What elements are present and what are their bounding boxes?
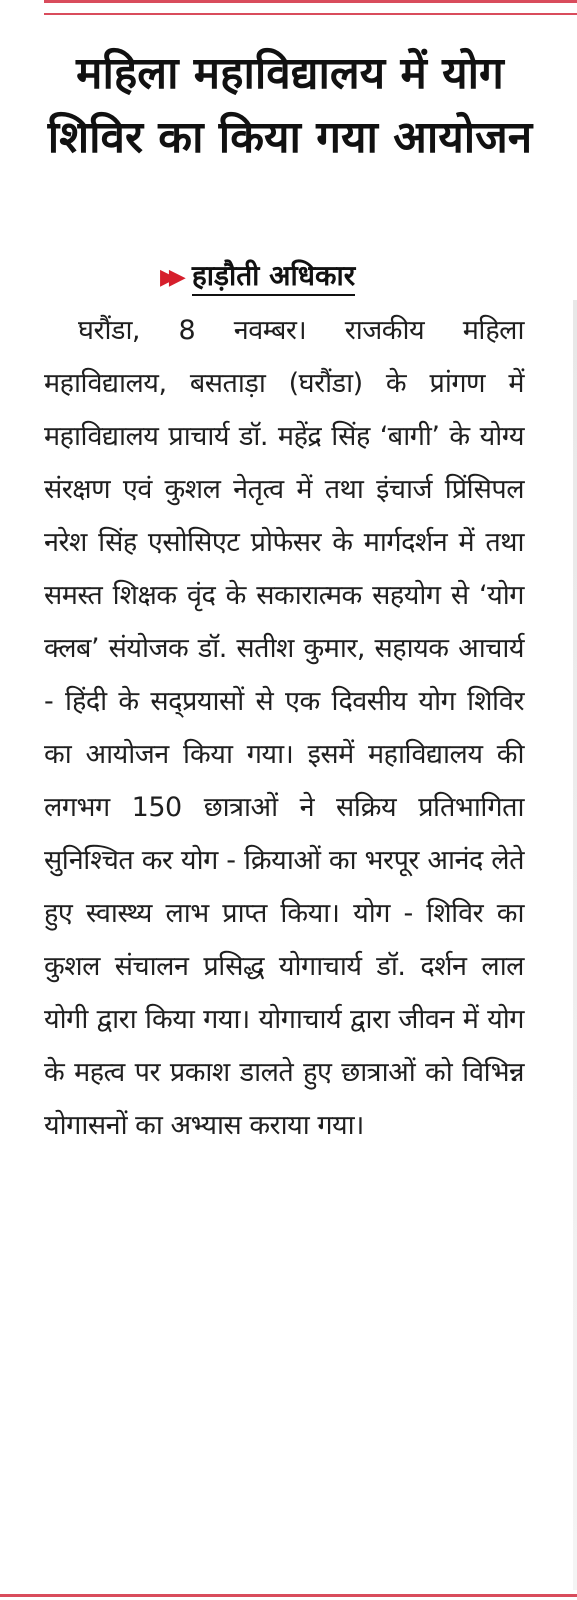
source-name: हाड़ौती अधिकार	[192, 260, 355, 296]
top-rule	[44, 0, 577, 3]
article-body: घरौंडा, 8 नवम्बर। राजकीय महिला महाविद्यालय, बसताड़ा (घरौंडा) के प्रांगण में महाविद्यालय प्राचार्य डॉ. महेंद्र सिंह ‘बागी’ के योग्य संरक्षण एवं कुशल नेतृत्व में तथा इंचार्ज प्रिंसिपल नरेश सिंह एसोसिएट प्रोफेसर के मार्गदर्शन में तथा समस्त शिक्षक वृंद के सकारात्मक सहयोग से ‘योग क्लब’ संयोजक डॉ. सतीश कुमार, सहायक आचार्य - हिंदी के सद्प्रयासों से एक दिवसीय योग शिविर का आयोजन किया गया। इसमें महाविद्यालय की लगभग 150 छात्राओं ने सक्रिय प्रतिभागिता सुनिश्चित कर योग - क्रियाओं का भरपूर आनंद लेते हुए स्वास्थ्य लाभ प्राप्त किया। योग - शिविर का कुशल संचालन प्रसिद्ध योगाचार्य डॉ. दर्शन लाल योगी द्वारा किया गया। योगाचार्य द्वारा जीवन में योग के महत्व पर प्रकाश डालते हुए छात्राओं को विभिन्न योगासनों का अभ्यास कराया गया।	[44, 315, 524, 1141]
byline	[160, 258, 355, 298]
column-edge	[573, 300, 577, 1590]
top-rule-secondary	[44, 13, 577, 15]
article-headline: महिला महाविद्यालय में योग शिविर का किया गया आयोजन	[47, 48, 533, 163]
bottom-rule	[0, 1594, 577, 1597]
double-arrow-icon: ▶▶	[160, 265, 178, 290]
